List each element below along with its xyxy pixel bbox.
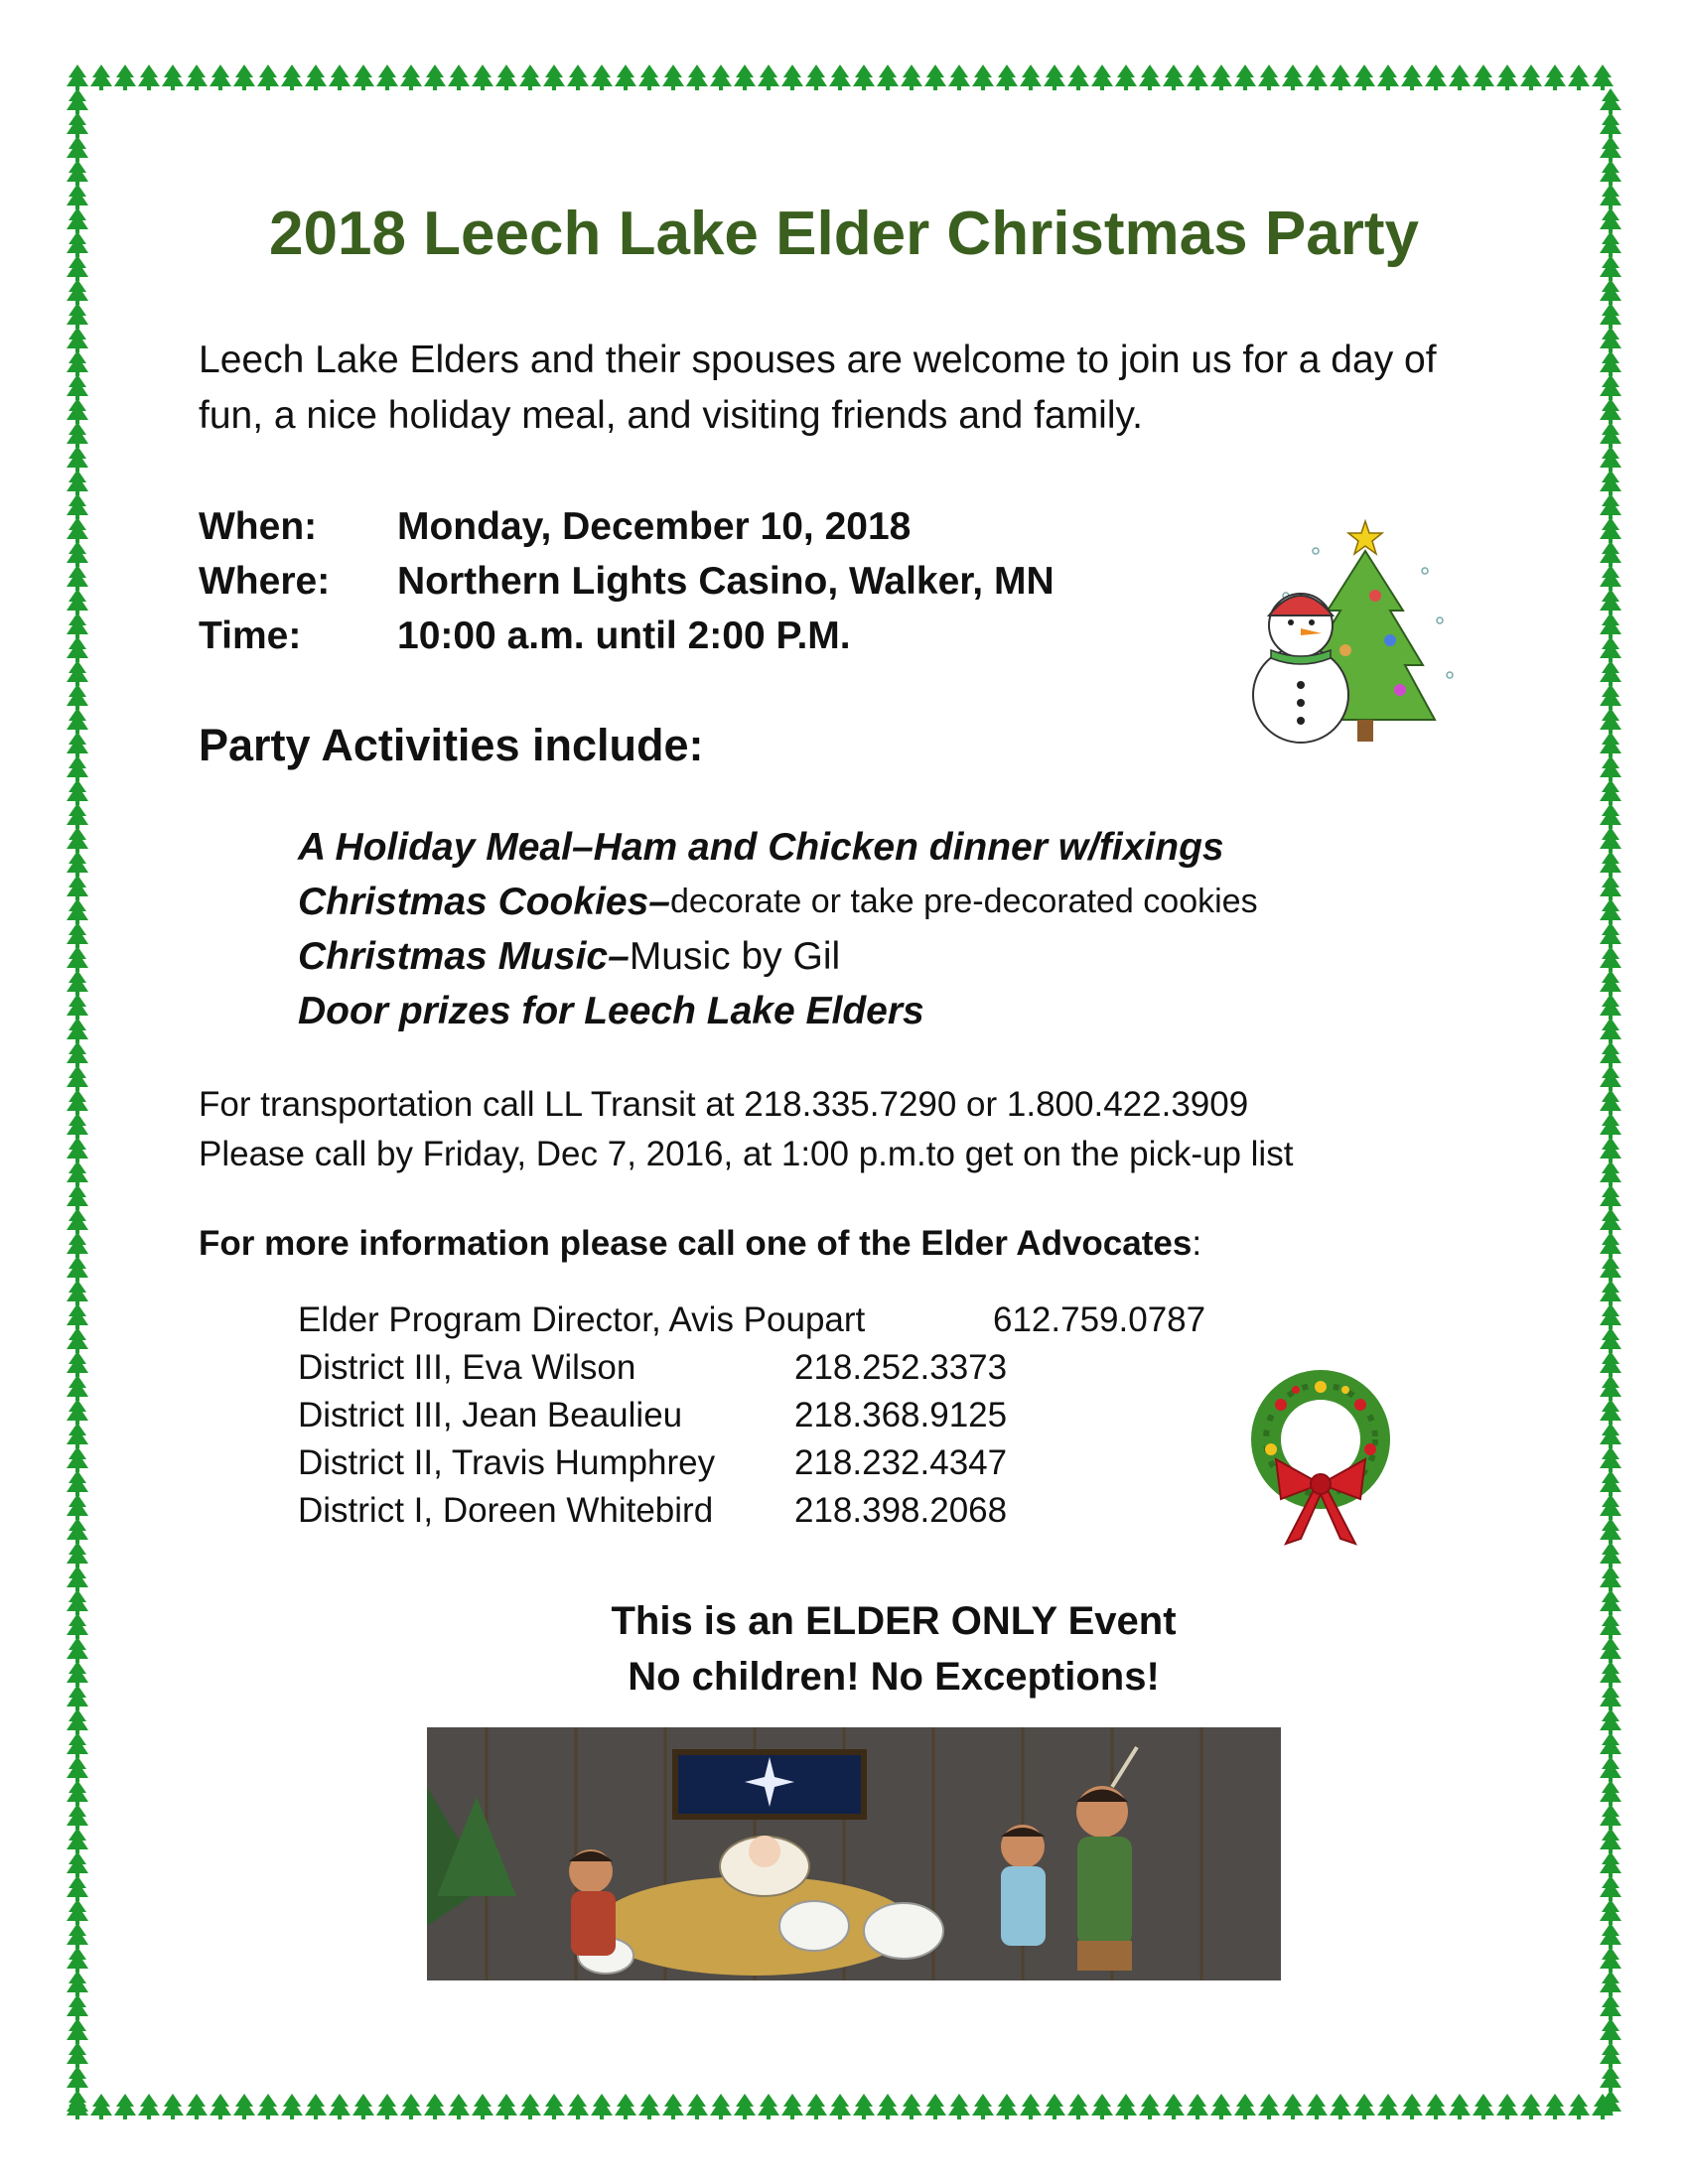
more-info-text: For more information please call one of the Elder Advocates <box>199 1224 1193 1263</box>
wreath-icon <box>1236 1365 1405 1554</box>
activity-item <box>298 875 1258 929</box>
page-title: 2018 Leech Lake Elder Christmas Party <box>269 200 1419 268</box>
activities-heading: Party Activities include: <box>199 720 704 770</box>
contact-row <box>298 1344 1008 1392</box>
contact-row <box>298 1439 1008 1487</box>
detail-label: Where: <box>199 559 331 603</box>
detail-value: Monday, December 10, 2018 <box>397 504 912 548</box>
snowman-tree-icon <box>1226 501 1475 759</box>
contact-phone: 218.398.2068 <box>794 1491 1008 1530</box>
detail-value: Northern Lights Casino, Walker, MN <box>397 559 1055 603</box>
activity-name: Door prizes for Leech Lake Elders <box>298 989 924 1032</box>
contact-phone: 612.759.0787 <box>993 1300 1206 1339</box>
nativity-illustration <box>427 1727 1281 1980</box>
activity-separator: – <box>648 880 670 923</box>
transport-line: For transportation call LL Transit at 218.335.7290 or 1.800.422.3909 <box>199 1085 1249 1124</box>
contact-phone: 218.252.3373 <box>794 1348 1008 1387</box>
detail-when <box>199 499 1055 554</box>
transport-info <box>199 1080 1293 1179</box>
notice-line: This is an ELDER ONLY Event <box>611 1599 1177 1643</box>
detail-time <box>199 609 1055 663</box>
detail-where <box>199 554 1055 609</box>
activity-name: A Holiday Meal <box>298 825 572 869</box>
more-info-colon: : <box>1192 1224 1202 1263</box>
transport-line: Please call by Friday, Dec 7, 2016, at 1:00 p.m.to get on the pick-up list <box>199 1135 1294 1173</box>
detail-value: 10:00 a.m. until 2:00 P.M. <box>397 614 851 657</box>
contact-name: District III, Eva Wilson <box>298 1348 636 1387</box>
contact-name: District II, Travis Humphrey <box>298 1443 716 1482</box>
activity-desc: Ham and Chicken dinner w/fixings <box>593 825 1224 869</box>
event-details <box>199 499 1055 663</box>
activity-separator: – <box>571 825 594 869</box>
activity-name: Christmas Cookies <box>298 880 649 923</box>
contact-row <box>298 1392 1008 1439</box>
notice-line: No children! No Exceptions! <box>628 1655 1160 1699</box>
intro-paragraph: Leech Lake Elders and their spouses are welcome to join us for a day of fun, a nice holiday meal, and visiting friends and family. <box>199 339 1437 437</box>
activities-list <box>298 820 1258 1038</box>
contact-row <box>298 1297 1206 1344</box>
contact-name: District I, Doreen Whitebird <box>298 1491 714 1530</box>
contact-row <box>298 1487 1008 1535</box>
detail-label: Time: <box>199 614 302 657</box>
activity-item <box>298 820 1258 875</box>
activity-desc: Music by Gil <box>629 934 841 978</box>
contact-name: District III, Jean Beaulieu <box>298 1396 683 1434</box>
activity-item <box>298 984 1258 1038</box>
activity-name: Christmas Music <box>298 934 609 978</box>
contact-phone: 218.232.4347 <box>794 1443 1008 1482</box>
contacts-list <box>298 1297 1206 1535</box>
elder-only-notice <box>298 1593 1489 1705</box>
more-info-heading <box>199 1224 1201 1264</box>
contact-name: Elder Program Director, Avis Poupart <box>298 1300 866 1339</box>
activity-item <box>298 929 1258 984</box>
contact-phone: 218.368.9125 <box>794 1396 1008 1434</box>
detail-label: When: <box>199 504 318 548</box>
activity-separator: – <box>608 934 630 978</box>
activity-desc: decorate or take pre-decorated cookies <box>670 883 1258 920</box>
